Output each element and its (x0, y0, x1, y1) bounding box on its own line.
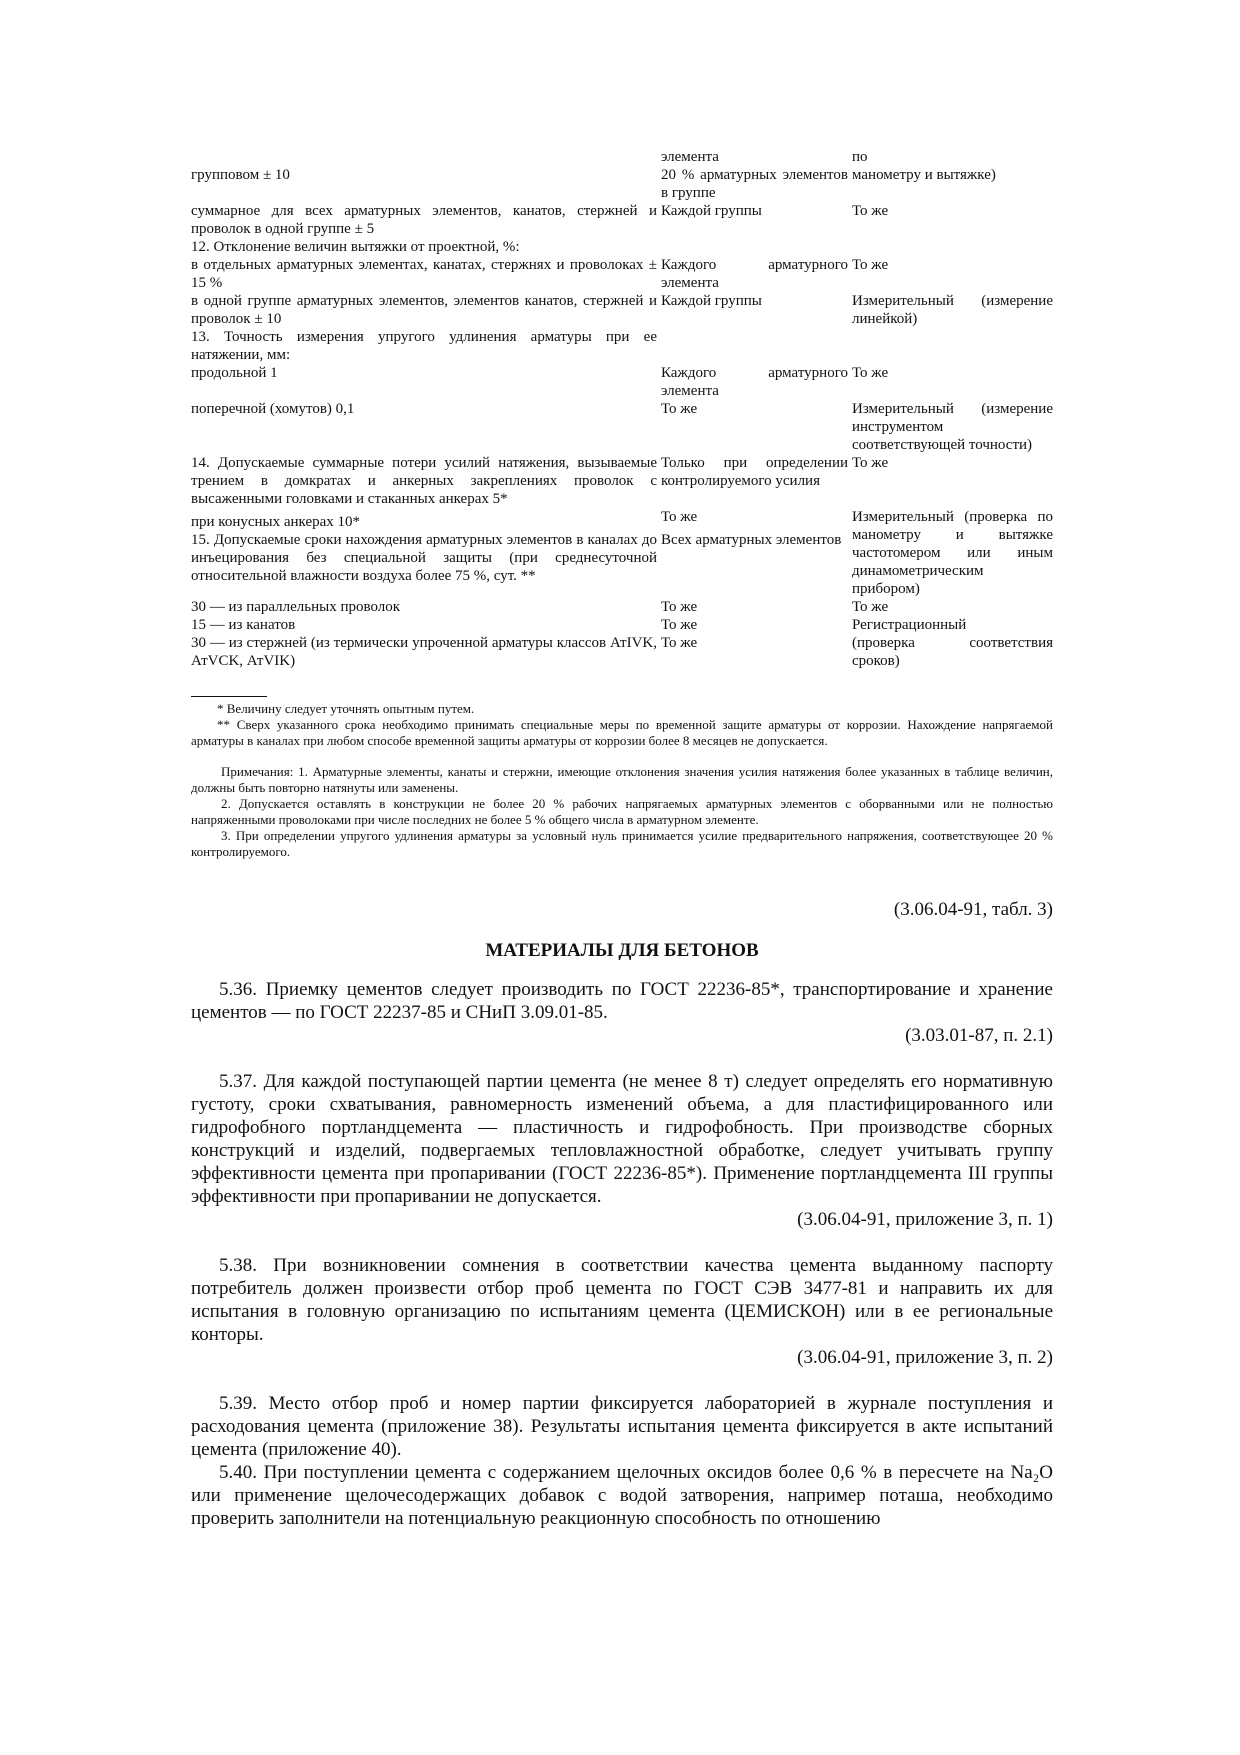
note: 2. Допускается оставлять в конструкции не более 20 % рабочих напрягаемых арматурных элементов с оборванными или не полностью напряженными проволоками при числе последних не более 5 % общего числа в арматурном элементе. (191, 796, 1053, 827)
paragraph-5-39: 5.39. Место отбор проб и номер партии фиксируется лабораторией в журнале поступления и расходования цемента (приложение 38). Результаты испытания цемента фиксируется в акте испытаний цемента (приложение 40). (191, 1393, 1053, 1460)
table-cell-method: То же (852, 257, 889, 273)
note: Примечания: 1. Арматурные элементы, канаты и стержни, имеющие отклонения значения усилия натяжения более указанных в таблице величин, должны быть повторно натянуты или заменены. (191, 764, 1053, 795)
table-cell-method: То же (852, 203, 889, 219)
table-cell-requirement: 30 — из стержней (из термически упроченной арматуры классов АтIVK, АтVCK, АтVIK) (191, 635, 657, 669)
paragraph-reference: (3.06.04-91, приложение 3, п. 1) (797, 1209, 1053, 1230)
table-cell-scope (661, 328, 852, 364)
paragraph-reference: (3.06.04-91, приложение 3, п. 2) (797, 1347, 1053, 1368)
table-row (191, 598, 1053, 616)
table-cell-method: (проверка соответствия сроков) (852, 635, 1053, 669)
table-cell-requirement: 15 — из канатов (191, 617, 296, 633)
table-row (191, 328, 1053, 364)
table-cell-requirement: групповом ± 10 (191, 167, 290, 183)
table-cell-requirement: при конусных анкерах 10* (191, 513, 361, 530)
table-cell-scope: Только при определении контролируемого усилия (661, 455, 848, 489)
table-row (191, 400, 1053, 454)
table-cell-scope (661, 238, 852, 256)
table-cell-requirement: в одной группе арматурных элементов, элементов канатов, стержней и проволок ± 10 (191, 293, 657, 327)
footnote-separator (191, 696, 267, 697)
table-row (191, 148, 1053, 166)
table-cell-method: манометру и вытяжке) (852, 167, 996, 183)
document-page (191, 148, 1053, 1530)
table-cell-scope: Каждой группы (661, 203, 762, 219)
table-cell-method: То же (852, 365, 889, 381)
table-row (191, 634, 1053, 670)
table-cell-scope: Каждого арматурного элемента (661, 365, 848, 399)
table-cell-requirement: поперечной (хомутов) 0,1 (191, 401, 355, 417)
table-row (191, 508, 1053, 531)
table-cell-method (852, 328, 1053, 364)
footnote: ** Сверх указанного срока необходимо принимать специальные меры по временной защите арматуры от коррозии. Нахождение напрягаемой арматуры в каналах при любом способе временной защиты арматуры от коррозии более 8 месяцев не допускается. (191, 717, 1053, 748)
table-cell-scope: Каждой группы (661, 293, 762, 309)
note: 3. При определении упругого удлинения арматуры за условный нуль принимается усилие предварительного напряжения, соответствующее 20 % контролируемого. (191, 828, 1053, 859)
control-table (191, 148, 1053, 670)
table-row (191, 454, 1053, 508)
table-cell-requirement: 13. Точность измерения упругого удлинения арматуры при ее натяжении, мм: (191, 329, 657, 363)
table-cell-method: Измерительный (измерение линейкой) (852, 293, 1053, 327)
table-cell-requirement: 15. Допускаемые сроки нахождения арматурных элементов в каналах до инъецирования без специальной защиты (при среднесуточной относительной влажности воздуха более 75 %, сут. ** (191, 531, 657, 584)
table-cell-requirement: 30 — из параллельных проволок (191, 599, 401, 615)
table-cell-requirement: суммарное для всех арматурных элементов, канатов, стержней и проволок в одной группе ± 5 (191, 203, 657, 237)
table-cell-method (852, 238, 1053, 256)
footnotes (191, 696, 1053, 749)
table-cell-requirement (191, 148, 661, 166)
footnote: * Величину следует уточнять опытным путем. (217, 701, 475, 716)
table-cell-scope: Всех арматурных элементов (661, 531, 842, 548)
table-cell-method: по (852, 149, 868, 165)
paragraph-5-36: 5.36. Приемку цементов следует производить по ГОСТ 22236-85*, транспортирование и хранение цементов — по ГОСТ 22237-85 и СНиП 3.09.01-85. (191, 979, 1053, 1023)
table-row (191, 616, 1053, 634)
paragraph-5-37: 5.37. Для каждой поступающей партии цемента (не менее 8 т) следует определять его нормативную густоту, сроки схватывания, равномерность изменений объема, а для пластифицированного или гидрофобного портландцемента — пластичность и гидрофобность. При производстве сборных конструкций и изделий, подвергаемых тепловлажностной обработке, следует учитывать группу эффективности цемента при пропаривании (ГОСТ 22236-85*). Применение портландцемента III группы эффективности при пропаривании не допускается. (191, 1071, 1053, 1207)
table-cell-scope: То же (661, 635, 698, 651)
section-heading: МАТЕРИАЛЫ ДЛЯ БЕТОНОВ (485, 940, 759, 961)
table-cell-requirement: в отдельных арматурных элементах, канатах, стержнях и проволоках ± 15 % (191, 257, 657, 291)
table-row (191, 238, 1053, 256)
table-cell-scope: элемента (661, 149, 719, 165)
table-cell-scope: То же (661, 599, 698, 615)
table-cell-scope: То же (661, 401, 698, 417)
paragraph-5-40: 5.40. При поступлении цемента с содержанием щелочных оксидов более 0,6 % в пересчете на Na₂O или применение щелочесодержащих добавок с водой затворения, например поташа, необходимо проверить заполнители на потенциальную реакционную способность по отношению (191, 1462, 1053, 1529)
table-cell-requirement: 14. Допускаемые суммарные потери усилий натяжения, вызываемые трением в домкратах и анкерных закреплениях проволок с высаженными головками и стаканных анкерах 5* (191, 455, 657, 507)
table-cell-method: Регистрационный (852, 617, 967, 633)
table-cell-scope: Каждого арматурного элемента (661, 257, 848, 291)
table-row (191, 292, 1053, 328)
table-cell-method: То же (852, 455, 889, 471)
paragraph-5-38: 5.38. При возникновении сомнения в соответствии качества цемента выданному паспорту потребитель должен произвести отбор проб цемента по ГОСТ СЭВ 3477-81 и направить их для испытания в головную организацию по испытаниям цемента (ЦЕМИСКОН) или в ее региональные конторы. (191, 1255, 1053, 1345)
table-cell-scope: То же (661, 617, 698, 633)
paragraph-reference: (3.03.01-87, п. 2.1) (905, 1025, 1053, 1046)
table-cell-method: Измерительный (измерение инструментом соответствующей точности) (852, 401, 1053, 453)
table-cell-requirement: 12. Отклонение величин вытяжки от проектной, %: (191, 239, 520, 255)
table-cell-method: То же (852, 599, 889, 615)
table-row (191, 364, 1053, 400)
table-cell-scope: То же (661, 509, 698, 525)
table-cell-scope: 20 % арматурных элементов в группе (661, 167, 848, 201)
table-row (191, 256, 1053, 292)
table-row (191, 166, 1053, 202)
table-row (191, 202, 1053, 238)
table-notes (191, 764, 1053, 860)
table-cell-requirement: продольной 1 (191, 365, 278, 381)
table-cell-method: Измерительный (проверка по манометру и вытяжке частотомером или иным динамометрическим прибором) (852, 509, 1053, 597)
table-reference: (3.06.04-91, табл. 3) (893, 899, 1053, 920)
